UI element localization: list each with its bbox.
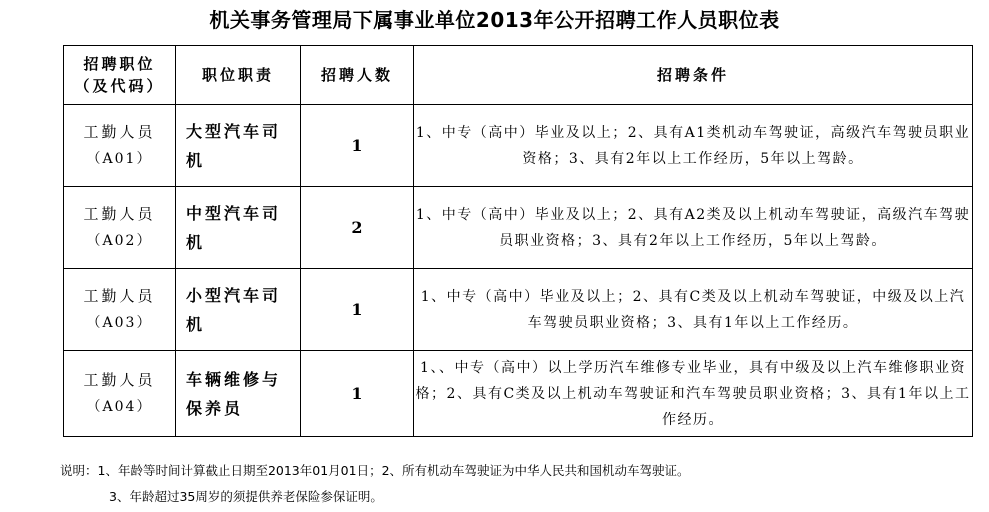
- position-code: （A04）: [86, 398, 153, 415]
- table-row: [64, 187, 973, 269]
- count-cell: 1: [301, 351, 414, 437]
- count-cell: 2: [301, 187, 414, 269]
- position-name: 工勤人员: [83, 370, 156, 389]
- position-cell: [64, 187, 176, 269]
- duty-text: 车辆维修与保养员: [186, 369, 282, 418]
- header-position-line1: 招聘职位: [83, 55, 156, 73]
- table-row: [64, 269, 973, 351]
- notes-section: [60, 458, 980, 510]
- page-title: 机关事务管理局下属事业单位2013年公开招聘工作人员职位表: [209, 8, 780, 32]
- conditions-cell: 1、中专（高中）毕业及以上；2、具有C类及以上机动车驾驶证，中级及以上汽车驾驶员职业资格；3、具有1年以上工作经历。: [414, 269, 973, 351]
- duty-text: 大型汽车司机: [186, 121, 282, 170]
- position-code: （A02）: [86, 232, 153, 249]
- header-duty: 职位职责: [176, 46, 301, 105]
- position-name: 工勤人员: [83, 204, 156, 223]
- duty-cell: [176, 269, 301, 351]
- position-code: （A01）: [86, 150, 153, 167]
- duty-text: 中型汽车司机: [186, 203, 282, 252]
- position-name: 工勤人员: [83, 286, 156, 305]
- note-line-1: 说明：1、年龄等时间计算截止日期至2013年01月01日；2、所有机动车驾驶证为中华人民共和国机动车驾驶证。: [60, 463, 690, 478]
- table-header-row: [64, 46, 973, 105]
- header-position: [64, 46, 176, 105]
- note-line-2: 3、年龄超过35周岁的须提供养老保险参保证明。: [109, 489, 383, 504]
- position-cell: [64, 351, 176, 437]
- position-cell: [64, 269, 176, 351]
- header-position-line2: （及代码）: [74, 77, 165, 95]
- conditions-cell: 1、中专（高中）毕业及以上；2、具有A2类及以上机动车驾驶证，高级汽车驾驶员职业资格；3、具有2年以上工作经历，5年以上驾龄。: [414, 187, 973, 269]
- duty-cell: [176, 105, 301, 187]
- job-positions-table: [63, 45, 973, 437]
- count-cell: 1: [301, 105, 414, 187]
- table-row: [64, 105, 973, 187]
- position-name: 工勤人员: [83, 122, 156, 141]
- duty-cell: [176, 351, 301, 437]
- position-code: （A03）: [86, 314, 153, 331]
- conditions-cell: 1、、中专（高中）以上学历汽车维修专业毕业，具有中级及以上汽车维修职业资格；2、具有C类及以上机动车驾驶证和汽车驾驶员职业资格；3、具有1年以上工作经历。: [414, 351, 973, 437]
- count-cell: 1: [301, 269, 414, 351]
- conditions-cell: 1、中专（高中）毕业及以上；2、具有A1类机动车驾驶证，高级汽车驾驶员职业资格；3、具有2年以上工作经历，5年以上驾龄。: [414, 105, 973, 187]
- header-count: 招聘人数: [301, 46, 414, 105]
- header-conditions: 招聘条件: [414, 46, 973, 105]
- duty-cell: [176, 187, 301, 269]
- table-row: [64, 351, 973, 437]
- position-cell: [64, 105, 176, 187]
- duty-text: 小型汽车司机: [186, 285, 282, 334]
